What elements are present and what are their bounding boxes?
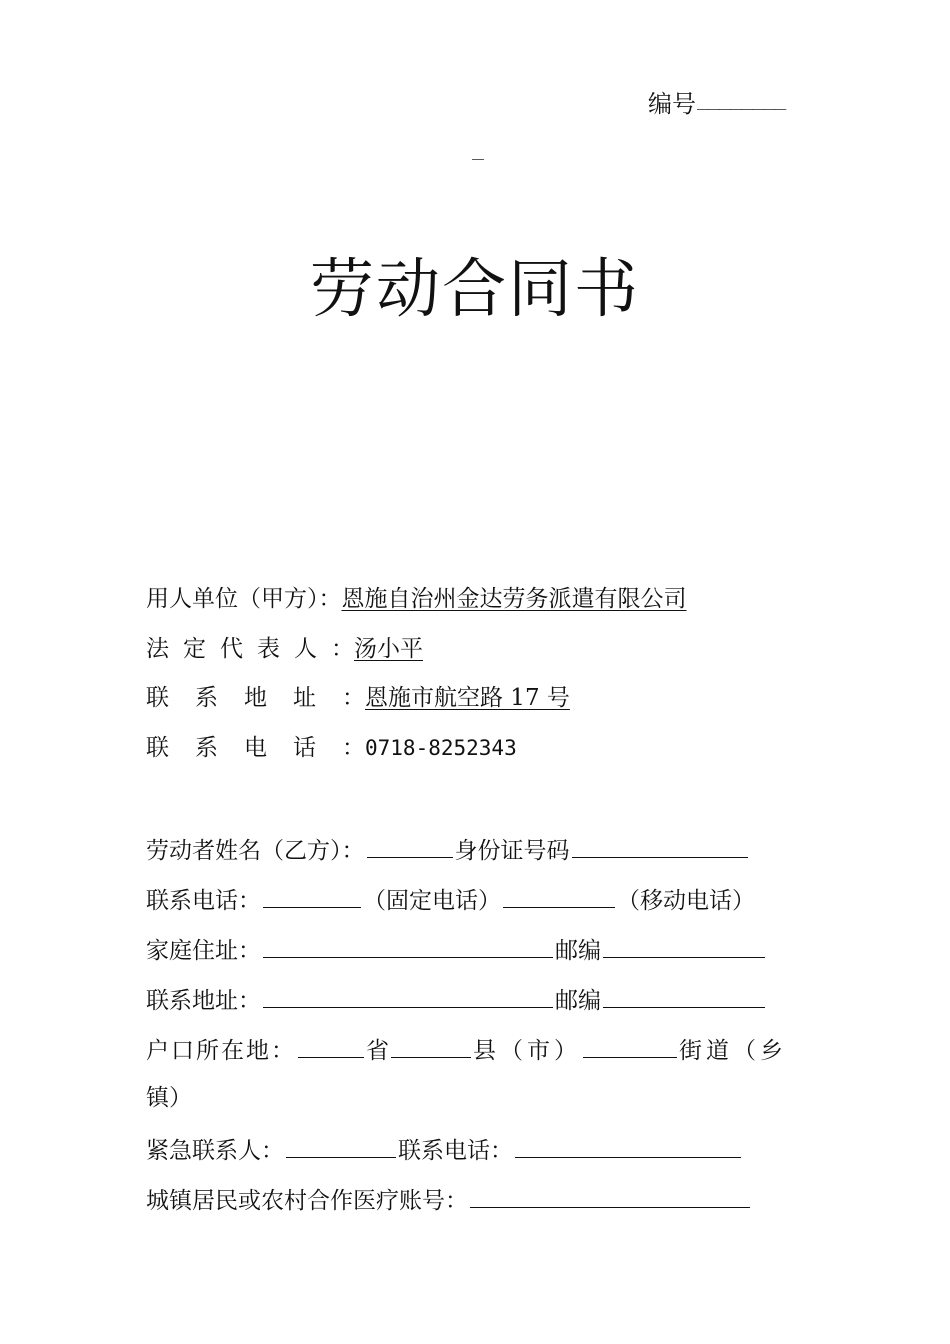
province-field[interactable] xyxy=(298,1031,364,1058)
serial-number-label: 编号 xyxy=(648,90,696,118)
employer-phone-value: 0718-8252343 xyxy=(365,736,517,760)
employee-name-label: 劳动者姓名（乙方）： xyxy=(146,838,365,864)
fixed-phone-field[interactable] xyxy=(263,881,361,908)
id-number-field[interactable] xyxy=(572,831,748,858)
serial-number-blank-continued: _ xyxy=(472,136,485,160)
emergency-contact-field[interactable] xyxy=(286,1131,396,1158)
county-label: 县（市） xyxy=(473,1038,581,1064)
legal-representative-value: 汤小平 xyxy=(354,636,423,662)
emergency-phone-field[interactable] xyxy=(515,1131,741,1158)
id-number-label: 身份证号码 xyxy=(454,838,570,864)
mailing-address-field[interactable] xyxy=(263,981,553,1008)
mailing-address-label: 联系地址： xyxy=(146,988,261,1014)
province-label: 省 xyxy=(366,1038,389,1064)
medical-account-label: 城镇居民或农村合作医疗账号： xyxy=(146,1188,468,1214)
medical-account-row xyxy=(146,1181,752,1215)
employer-phone-label: 联系电话： xyxy=(146,735,391,761)
hukou-label: 户口所在地： xyxy=(146,1038,296,1064)
home-postcode-label: 邮编 xyxy=(555,938,601,964)
employer-address-value: 恩施市航空路 17 号 xyxy=(365,685,570,711)
employee-name-field[interactable] xyxy=(367,831,453,858)
employee-name-row xyxy=(146,831,750,865)
serial-number-blank[interactable]: ________ xyxy=(697,86,786,110)
mailing-postcode-field[interactable] xyxy=(603,981,765,1008)
fixed-phone-label: （固定电话） xyxy=(363,888,501,914)
street-field[interactable] xyxy=(583,1031,677,1058)
legal-representative-row xyxy=(146,632,423,666)
mobile-phone-field[interactable] xyxy=(503,881,615,908)
county-field[interactable] xyxy=(391,1031,471,1058)
employer-unit-label: 用人单位（甲方）： xyxy=(146,586,342,612)
document-title: 劳动合同书 xyxy=(310,253,640,327)
mailing-address-row xyxy=(146,981,767,1015)
emergency-contact-label: 紧急联系人： xyxy=(146,1138,284,1164)
employer-address-label: 联系地址： xyxy=(146,685,391,711)
employee-phone-row xyxy=(146,881,755,915)
mailing-postcode-label: 邮编 xyxy=(555,988,601,1014)
home-address-field[interactable] xyxy=(263,931,553,958)
home-postcode-field[interactable] xyxy=(603,931,765,958)
employer-unit-row xyxy=(146,582,687,616)
mobile-phone-label: （移动电话） xyxy=(617,888,755,914)
emergency-phone-label: 联系电话： xyxy=(398,1138,513,1164)
emergency-contact-row xyxy=(146,1131,743,1165)
hukou-row-continued xyxy=(146,1081,192,1115)
street-label: 街道（乡 xyxy=(679,1038,787,1064)
employer-phone-row xyxy=(146,731,517,765)
employer-address-row xyxy=(146,681,570,715)
town-label: 镇） xyxy=(146,1085,192,1111)
medical-account-field[interactable] xyxy=(470,1181,750,1208)
hukou-row xyxy=(146,1031,787,1065)
legal-representative-label: 法定代表人： xyxy=(146,636,368,662)
employee-phone-label: 联系电话： xyxy=(146,888,261,914)
home-address-row xyxy=(146,931,767,965)
home-address-label: 家庭住址： xyxy=(146,938,261,964)
employer-unit-value: 恩施自治州金达劳务派遣有限公司 xyxy=(341,586,687,612)
